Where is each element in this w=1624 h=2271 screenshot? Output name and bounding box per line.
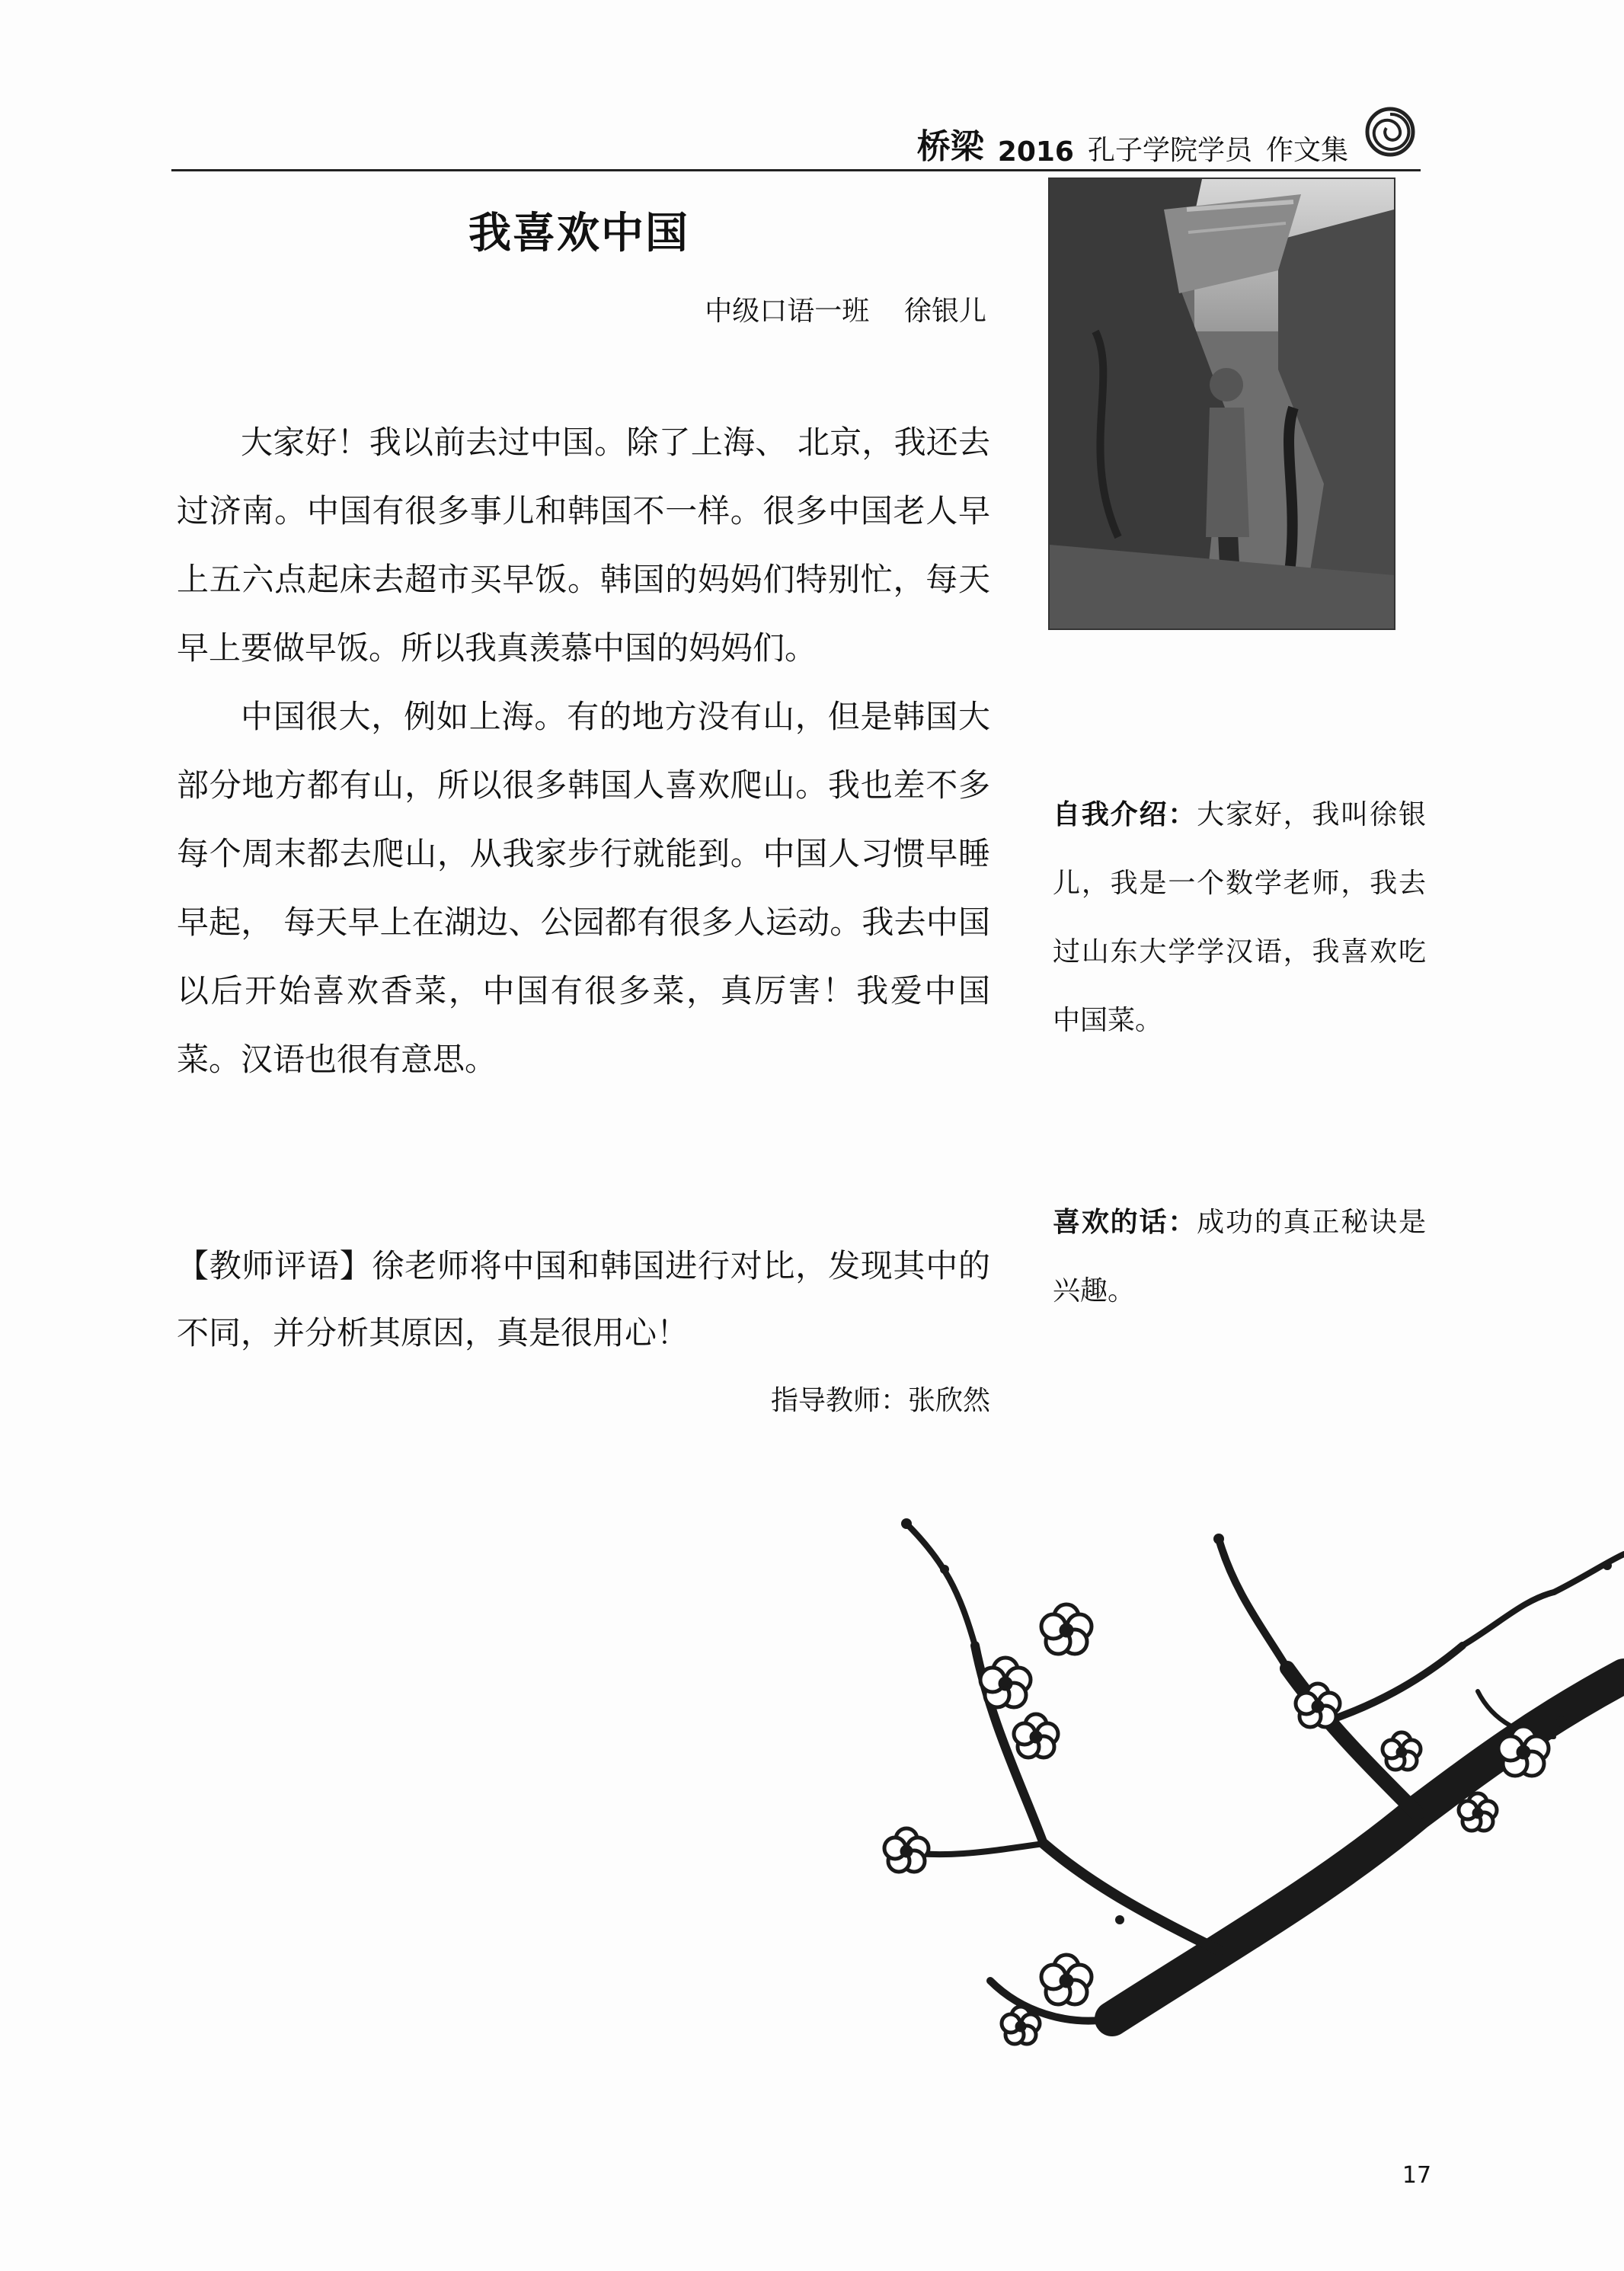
- author-photo: [1048, 178, 1395, 630]
- advisor-name: 张欣然: [907, 1385, 990, 1416]
- running-header: [899, 114, 1417, 168]
- header-year: 2016: [997, 136, 1074, 168]
- advisor-line: [177, 1379, 990, 1418]
- header-brand: 桥梁: [916, 127, 984, 166]
- teacher-comment: [177, 1233, 990, 1367]
- motto-label: 喜欢的话：: [1053, 1207, 1197, 1238]
- paragraph: 中国很大，例如上海。有的地方没有山，但是韩国大部分地方都有山，所以很多韩国人喜欢爬山。我也差不多每个周末都去爬山，从我家步行就能到。中国人习惯早睡早起， 每天早上在湖边、公园都有很多人运动。我去中国以后开始喜欢香菜，中国有很多菜，真厉害！我爱中国菜。汉语也很有意思。: [177, 698, 990, 1078]
- plum-blossom-branch: [792, 1493, 1624, 2103]
- motto-text: 成功的真正秘诀是兴趣。: [1053, 1207, 1426, 1307]
- comment-text: 徐老师将中国和韩国进行对比，发现其中的不同，并分析其原因，真是很用心！: [177, 1247, 990, 1351]
- paragraph: 大家好！我以前去过中国。除了上海、 北京，我还去过济南。中国有很多事儿和韩国不一样。很多中国老人早上五六点起床去超市买早饭。韩国的妈妈们特别忙，每天早上要做早饭。所以我真羡慕中国的妈妈们。: [177, 424, 990, 667]
- header-subtitle: 孔子学院学员: [1087, 135, 1252, 166]
- header-collection: 作文集: [1265, 135, 1348, 166]
- author-name: 徐银儿: [903, 296, 986, 327]
- intro-text: 大家好，我叫徐银儿，我是一个数学老师，我去过山东大学学汉语，我喜欢吃中国菜。: [1053, 799, 1426, 1036]
- comment-label: 【教师评语】: [177, 1247, 372, 1284]
- spiral-logo-icon: [1363, 105, 1417, 158]
- advisor-label: 指导教师：: [770, 1385, 908, 1416]
- page-number: 17: [1402, 2162, 1432, 2189]
- photo-image: [1050, 179, 1394, 629]
- intro-label: 自我介绍：: [1053, 799, 1197, 830]
- favorite-saying: [1053, 1188, 1426, 1326]
- article-body: [177, 408, 990, 1094]
- article-title: 我喜欢中国: [468, 209, 689, 258]
- header-rule: [171, 169, 1421, 171]
- class-name: 中级口语一班: [705, 296, 870, 327]
- self-introduction: [1053, 781, 1426, 1055]
- author-line: [171, 289, 986, 328]
